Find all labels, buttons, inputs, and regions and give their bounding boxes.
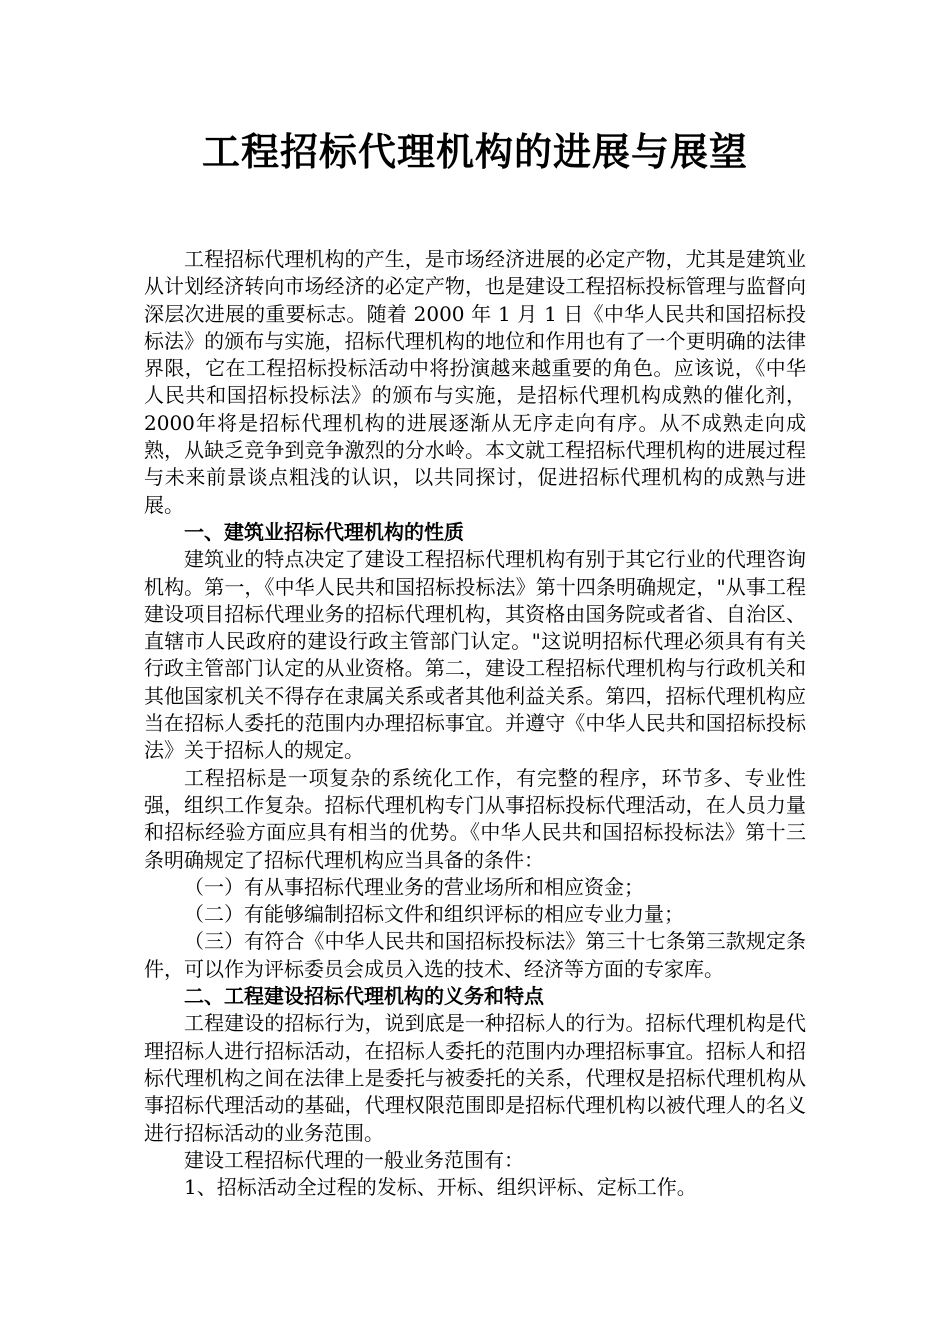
paragraph-1: 建筑业的特点决定了建设工程招标代理机构有别于其它行业的代理咨询机构。第一，《中华人民共和国招标投标法》第十四条明确规定，"从事工程建设项目招标代理业务的招标代理机构，其资格由国务院或者省、自治区、直辖市人民政府的建设行政主管部门认定。"这说明招标代理必须具有有关行政主管部门认定的从业资格。第二，建设工程招标代理机构与行政机关和其他国家机关不得存在隶属关系或者其他利益关系。第四，招标代理机构应当在招标人委托的范围内办理招标事宜。并遵守《中华人民共和国招标投标法》关于招标人的规定。 — [144, 547, 806, 763]
section-heading-1: 一、建筑业招标代理机构的性质 — [184, 519, 464, 544]
paragraph-4: 建设工程招标代理的一般业务范围有： — [184, 1147, 524, 1172]
paragraph-5: 1、招标活动全过程的发标、开标、组织评标、定标工作。 — [184, 1175, 697, 1200]
list-item-3: （三）有符合《中华人民共和国招标投标法》第三十七条第三款规定条件，可以作为评标委员会成员入选的技术、经济等方面的专家库。 — [144, 929, 806, 981]
document-body — [144, 246, 806, 1201]
list-item-2: （二）有能够编制招标文件和组织评标的相应专业力量； — [184, 902, 684, 927]
paragraph-3: 工程建设的招标行为，说到底是一种招标人的行为。招标代理机构是代理招标人进行招标活动，在招标人委托的范围内办理招标事宜。招标人和招标代理机构之间在法律上是委托与被委托的关系，代理权是招标代理机构从事招标代理活动的基础，代理权限范围即是招标代理机构以被代理人的名义进行招标活动的业务范围。 — [144, 1011, 806, 1145]
list-item-1: （一）有从事招标代理业务的营业场所和相应资金； — [184, 874, 644, 899]
section-heading-2: 二、工程建设招标代理机构的义务和特点 — [184, 984, 544, 1009]
paragraph-intro: 工程招标代理机构的产生，是市场经济进展的必定产物，尤其是建筑业从计划经济转向市场经济的必定产物，也是建设工程招标投标管理与监督向深层次进展的重要标志。随着 2000 年 1 月 1 日《中华人民共和国招标投标法》的颁布与实施，招标代理机构的地位和作用也有了一个更明确的法律界限，它在工程招标投标活动中将扮演越来越重要的角色。应该说，《中华人民共和国招标投标法》的颁布与实施，是招标代理机构成熟的催化剂，2000年将是招标代理机构的进展逐渐从无序走向有序。从不成熟走向成熟，从缺乏竞争到竞争激烈的分水岭。本文就工程招标代理机构的进展过程与未来前景谈点粗浅的认识，以共同探讨，促进招标代理机构的成熟与进展。 — [144, 247, 806, 517]
paragraph-2: 工程招标是一项复杂的系统化工作，有完整的程序，环节多、专业性强，组织工作复杂。招标代理机构专门从事招标投标代理活动，在人员力量和招标经验方面应具有相当的优势。《中华人民共和国招标投标法》第十三条明确规定了招标代理机构应当具备的条件： — [144, 765, 806, 872]
page-title: 工程招标代理机构的进展与展望 — [201, 130, 748, 174]
